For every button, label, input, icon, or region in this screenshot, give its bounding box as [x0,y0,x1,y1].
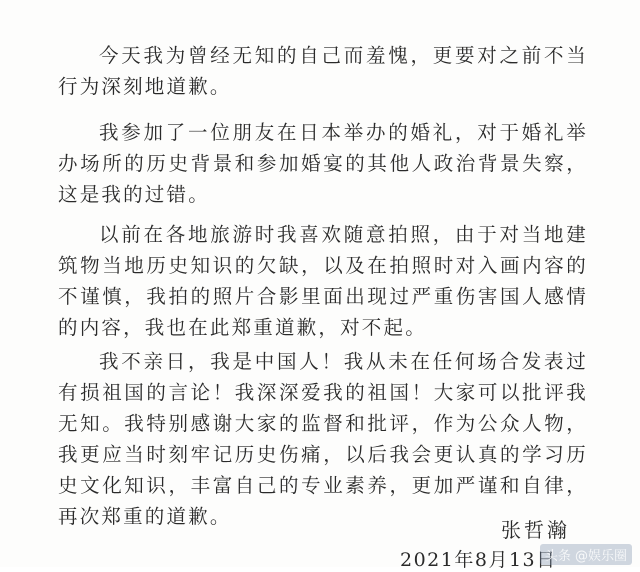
letter-paragraph-3: 以前在各地旅游时我喜欢随意拍照，由于对当地建筑物当地历史知识的欠缺，以及在拍照时对入画内容的不谨慎，我拍的照片合影里面出现过严重伤害国人感情的内容，我也在此郑重道歉，对不起。 [58,223,588,339]
signature: 张哲瀚 [501,518,570,542]
watermark: 头条 @娱乐圈 [540,544,632,565]
letter-paragraph-2: 我参加了一位朋友在日本举办的婚礼，对于婚礼举办场所的历史背景和参加婚宴的其他人政治背景失察，这是我的过错。 [58,121,588,206]
letter-paragraph-1: 今天我为曾经无知的自己而羞愧，更要对之前不当行为深刻地道歉。 [58,44,588,98]
date: 2021年8月13日 [400,549,557,571]
letter-paragraph-4: 我不亲日，我是中国人！我从未在任何场合发表过有损祖国的言论！我深深爱我的祖国！大家可以批评我无知。我特别感谢大家的监督和批评，作为公众人物，我更应当时刻牢记历史伤痛，以后我会更认真的学习历史文化知识，丰富自己的专业素养，更加严谨和自律，再次郑重的道歉。 [58,350,588,528]
